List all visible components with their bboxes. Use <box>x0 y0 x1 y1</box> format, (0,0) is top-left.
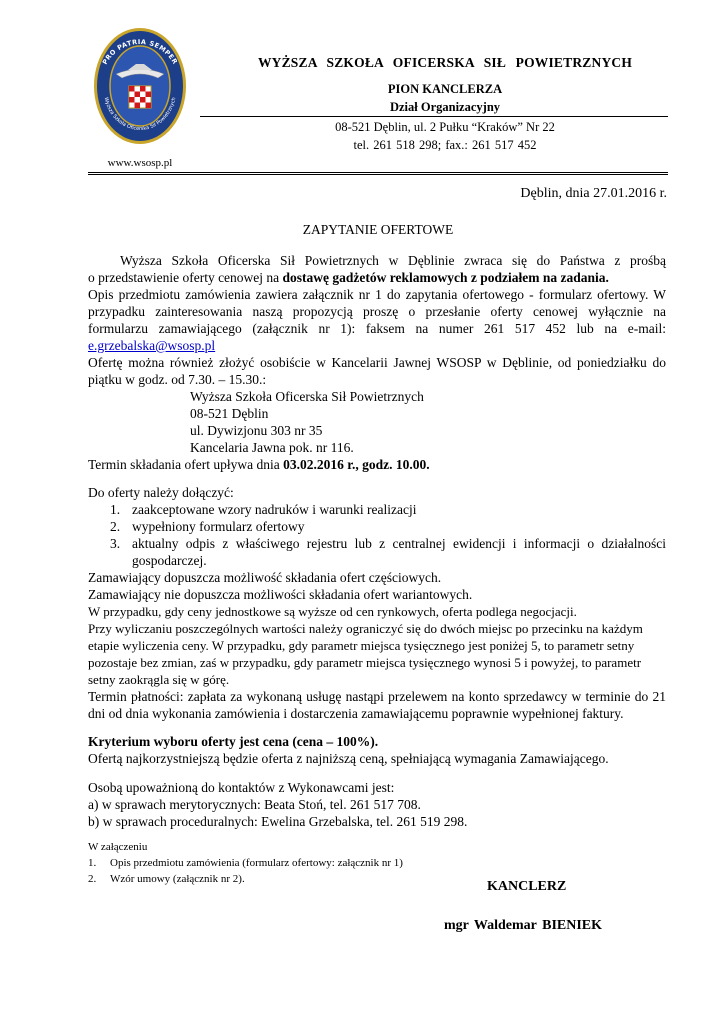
contact-procedure: b) w sprawach proceduralnych: Ewelina Grzebalska, tel. 261 519 298. <box>88 814 468 829</box>
list-item <box>110 535 666 552</box>
list-text: aktualny odpis z właściwego rejestru lub z centralnej ewidencji i informacji o działalności <box>132 536 666 551</box>
document-title: ZAPYTANIE OFERTOWE <box>302 222 454 237</box>
attach-intro: Do oferty należy dołączyć: <box>88 485 234 500</box>
deadline-line <box>88 456 666 473</box>
rounding-line-3: pozostaje bez zmian, zaś w przypadku, gdy parametr miejsca tysięcznego wynosi 5 i powyżej, to parametr <box>88 655 642 670</box>
deadline-value: 03.02.2016 r., godz. 10.00. <box>283 457 430 472</box>
department-unit: Dział Organizacyjny <box>389 100 501 114</box>
contact-merit: a) w sprawach merytorycznych: Beata Stoń, tel. 261 517 708. <box>88 797 421 812</box>
intro-line-3: Opis przedmiotu zamówienia zawiera załącznik nr 1 do zapytania ofertowego - formularz ofertowy. W <box>88 287 666 302</box>
rounding-line-4: setny zaokrągla się w górę. <box>88 672 230 687</box>
partial-offers: Zamawiający dopuszcza możliwość składania ofert częściowych. <box>88 570 442 585</box>
header-phone-fax: tel. 261 518 298; fax.: 261 517 452 <box>353 138 537 152</box>
logo-motto: PRO PATRIA SEMPER <box>100 37 180 66</box>
office-city: 08-521 Dęblin <box>190 406 269 421</box>
variant-offers: Zamawiający nie dopuszcza możliwości składania ofert wariantowych. <box>88 587 473 602</box>
office-name: Wyższa Szkoła Oficerska Sił Powietrznych <box>190 389 424 404</box>
website-url: www.wsosp.pl <box>107 157 173 169</box>
list-number: 2. <box>110 519 121 534</box>
intro-line-5: formularzu zamawiającego (załącznik nr 1): faksem na numer 261 517 452 lub na e-mail: <box>88 321 666 336</box>
contacts-intro: Osobą upoważnioną do kontaktów z Wykonawcami jest: <box>88 780 395 795</box>
header-address: 08-521 Dęblin, ul. 2 Pułku “Kraków” Nr 22 <box>335 120 555 134</box>
list-item <box>110 518 666 535</box>
enclosures-title: W załączeniu <box>88 841 148 853</box>
header-divider <box>200 116 668 117</box>
list-number: 1. <box>110 502 121 517</box>
rounding-line-1: Przy wyliczaniu poszczególnych wartości należy ograniczyć się do dwóch miejsc po przecinku na każdym <box>88 621 643 636</box>
list-item <box>88 873 245 885</box>
negotiation-note: W przypadku, gdy ceny jednostkowe są wyższe od cen rynkowych, oferta podlega negocjacji. <box>88 604 577 619</box>
list-text: wypełniony formularz ofertowy <box>132 519 305 534</box>
intro-line-7: piątku w godz. od 7.30. – 15.30.: <box>88 372 267 387</box>
list-item <box>88 857 403 869</box>
logo-ring-text: Wyższa Szkoła Oficerska Sił Powietrznych <box>102 96 178 133</box>
document-date: Dęblin, dnia 27.01.2016 r. <box>520 186 667 201</box>
email-line <box>88 337 666 354</box>
payment-line-1: Termin płatności: zapłata za wykonaną usługę nastąpi przelewem na konto sprzedawcy w terminie do 21 <box>88 689 666 704</box>
intro-line-4: przypadku zainteresowania naszą propozycją proszę o przesłanie oferty cenowej wyłącznie na <box>88 304 666 319</box>
payment-line-2: dni od dnia wykonania zamówienia i dostarczenia zamawiającemu poprawnie wypełnionej faktury. <box>88 706 624 721</box>
intro-line-2-text: o przedstawienie oferty cenowej na <box>88 270 283 285</box>
signatory-name: mgr Waldemar BIENIEK <box>444 918 603 933</box>
list-item <box>110 501 666 518</box>
office-room: Kancelaria Jawna pok. nr 116. <box>190 440 354 455</box>
list-number: 3. <box>110 536 121 551</box>
school-emblem-icon <box>88 24 192 152</box>
department-division: PION KANCLERZA <box>387 82 503 96</box>
signatory-role: KANCLERZ <box>487 879 567 894</box>
order-subject: dostawę gadżetów reklamowych z podziałem na zadania. <box>282 270 609 285</box>
criterion-title: Kryterium wyboru oferty jest cena (cena – 100%). <box>88 734 379 749</box>
header-bottom-divider-double <box>88 174 668 175</box>
intro-line-2 <box>88 269 666 286</box>
criterion-text: Ofertą najkorzystniejszą będzie oferta z najniższą ceną, spełniającą wymagania Zamawiającego. <box>88 751 609 766</box>
header-bottom-divider <box>88 172 668 173</box>
list-item-continuation: gospodarczej. <box>132 553 207 568</box>
list-text: Wzór umowy (załącznik nr 2). <box>110 873 245 885</box>
intro-line-6: Ofertę można również złożyć osobiście w Kancelarii Jawnej WSOSP w Dęblinie, od poniedziałku do <box>88 355 666 370</box>
office-street: ul. Dywizjonu 303 nr 35 <box>190 423 323 438</box>
email-link[interactable]: e.grzebalska@wsosp.pl <box>88 338 216 353</box>
deadline-text: Termin składania ofert upływa dnia <box>88 457 284 472</box>
list-number: 2. <box>88 873 97 885</box>
list-text: Opis przedmiotu zamówienia (formularz ofertowy: załącznik nr 1) <box>110 857 403 869</box>
school-logo <box>88 24 192 152</box>
intro-line-1: Wyższa Szkoła Oficerska Sił Powietrznych w Dęblinie zwraca się do Państwa z prośbą <box>120 253 666 268</box>
list-text: zaakceptowane wzory nadruków i warunki realizacji <box>132 502 417 517</box>
school-name: WYŻSZA SZKOŁA OFICERSKA SIŁ POWIETRZNYCH <box>257 55 633 70</box>
rounding-line-2: etapie wyliczenia ceny. W przypadku, gdy parametr miejsca tysięcznego jest poniżej 5, to parametr setny <box>88 638 635 653</box>
list-number: 1. <box>88 857 97 869</box>
